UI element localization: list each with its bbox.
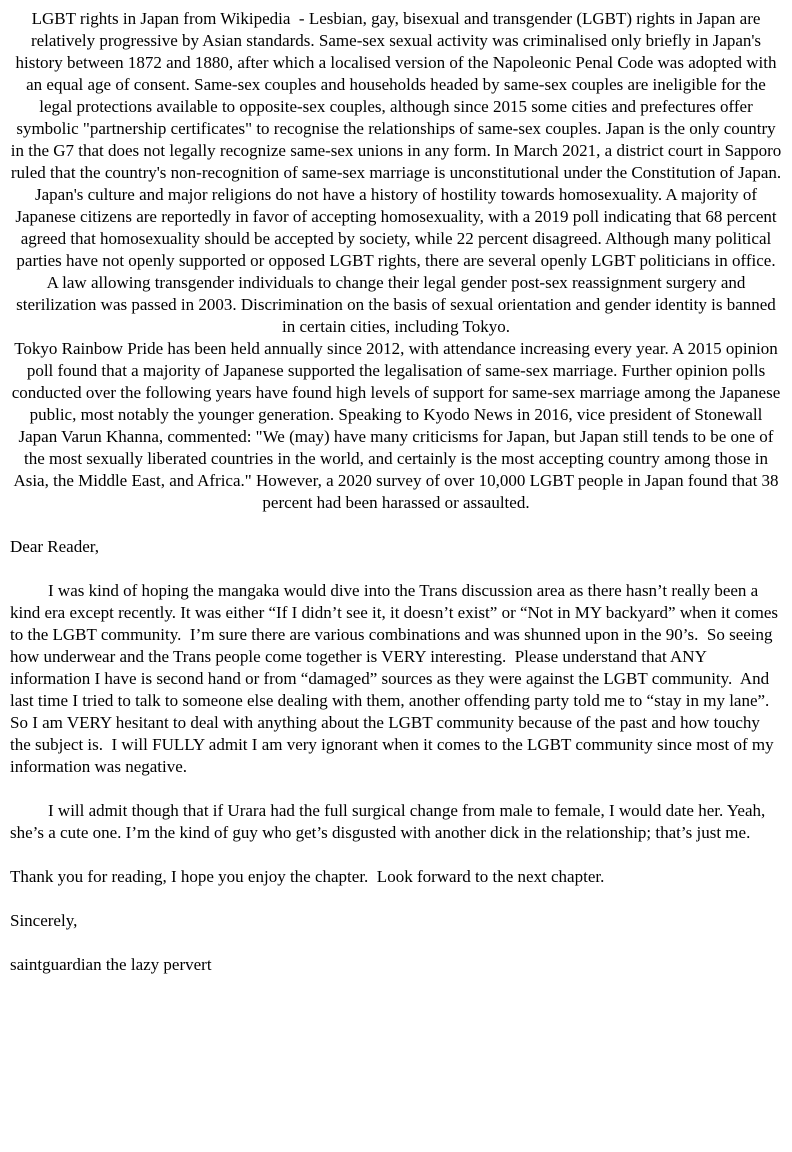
letter-closing-line: Thank you for reading, I hope you enjoy the chapter. Look forward to the next chapter. [10,867,605,886]
letter-signature: saintguardian the lazy pervert [10,955,212,974]
letter-signoff: Sincerely, [10,911,78,930]
article-paragraph-lgbt-rights-overview: LGBT rights in Japan from Wikipedia - Lesbian, gay, bisexual and transgender (LGBT) rights in Japan are relatively progressive by Asian standards. Same-sex sexual activity was criminalised only briefly in Japan's history between 1872 and 1880, after which a localised version of the Napoleonic Penal Code was adopted with an equal age of consent. Same-sex couples and households headed by same-sex couples are ineligible for the legal protections available to opposite-sex couples, although since 2015 some cities and prefectures offer symbolic "partnership certificates" to recognise the relationships of same-sex couples. Japan is the only country in the G7 that does not legally recognize same-sex unions in any form. In March 2021, a district court in Sapporo ruled that the country's non-recognition of same-sex marriage is unconstitutional under the Constitution of Japan. [10,9,786,182]
article-paragraph-pride-polls: Tokyo Rainbow Pride has been held annually since 2012, with attendance increasing every year. A 2015 opinion poll found that a majority of Japanese supported the legalisation of same-sex marriage. Further opinion polls conducted over the following years have found high levels of support for same-sex marriage among the Japanese public, most notably the younger generation. Speaking to Kyodo News in 2016, vice president of Stonewall Japan Varun Khanna, commented: "We (may) have many criticisms for Japan, but Japan still tends to be one of the most sexually liberated countries in the world, and certainly is the most accepting country among those in Asia, the Middle East, and Africa." However, a 2020 survey of over 10,000 LGBT people in Japan found that 38 percent had been harassed or assaulted. [11,339,785,512]
article-paragraph-culture-politics: Japan's culture and major religions do not have a history of hostility towards homosexuality. A majority of Japanese citizens are reportedly in favor of accepting homosexuality, with a 2019 poll indicating that 68 percent agreed that homosexuality should be accepted by society, while 22 percent disagreed. Although many political parties have not openly supported or opposed LGBT rights, there are several openly LGBT politicians in office. A law allowing transgender individuals to change their legal gender post-sex reassignment surgery and sterilization was passed in 2003. Discrimination on the basis of sexual orientation and gender identity is banned in certain cities, including Tokyo. [15,185,781,336]
letter-paragraph-urara: I will admit though that if Urara had the full surgical change from male to female, I would date her. Yeah, she’s a cute one. I’m the kind of guy who get’s disgusted with another dick in the relationship; that’s just me. [10,801,770,842]
letter-salutation: Dear Reader, [10,537,99,556]
letter-paragraph-trans-discussion: I was kind of hoping the mangaka would dive into the Trans discussion area as there hasn’t really been a kind era except recently. It was either “If I didn’t see it, it doesn’t exist” or “Not in MY backyard” when it comes to the LGBT community. I’m sure there are various combinations and was shunned upon in the 90’s. So seeing how underwear and the Trans people come together is VERY interesting. Please understand that ANY information I have is second hand or from “damaged” sources as they were against the LGBT community. And last time I tried to talk to someone else dealing with them, another offending party told me to “stay in my lane”. So I am VERY hesitant to deal with anything about the LGBT community because of the past and how touchy the subject is. I will FULLY admit I am very ignorant when it comes to the LGBT community since most of my information was negative. [10,581,783,776]
